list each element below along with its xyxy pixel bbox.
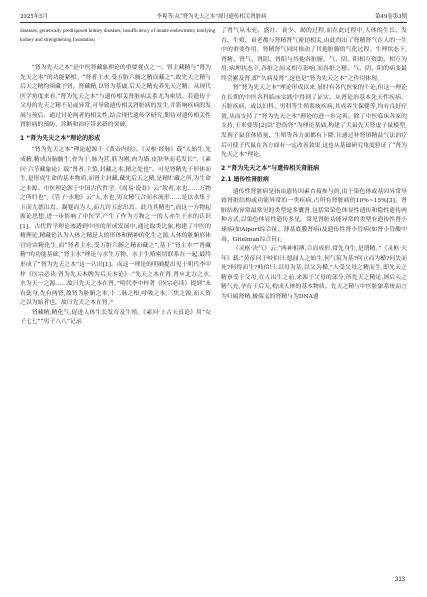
header-title: 李爽等:从“肾为先天之本”探讨遗传相关肾脏病 — [156, 14, 267, 20]
header-date: 2025年5月 — [20, 14, 48, 20]
section-heading-1: 1 “肾为先天之本”理论的形成 — [20, 134, 101, 142]
body-paragraph: 肾“肾为先天之本”理论形成以来,虽时有各代医家的个论,但这一理论在长期的中医各科临床实践中得到了证实。从肾论治基本先天性疾病、五脏疾病、或以妇科、男科等生殖系统疾病,其成养生保健等,均有良好疗效,从而支持了“肾为先天之本”理论的进一步完善。除了中医临床各家的支持,王米要等[2]以“恐伤肾”为理论基础,构建了大鼠先天肾虚子鼠模型,发现子鼠在体质量、生殖等各方面都有下降,且通过补肾填精益气法治疗后可使子代鼠在各方面有一定改善效果,这也从基础研究角度验证了“肾为先天之本”理论。 — [221, 85, 407, 159]
page-number: 313 — [394, 577, 405, 583]
section-heading-2: 2 “肾为先天之本”与遗传相关肾脏病 — [221, 164, 320, 172]
intro-paragraph: “肾为先天之本”是中医肾藏象理论的重要观点之一。肾主藏精与“肾为先天之本”的功能紧相。“肾者主水,受五脏六腑之精而藏之”,故先天之精与后天之精均须藏于肾。肾藏精,以肾为基础,后天之精充养先天之精。从现代医学角度来看,“肾为先天之本”与遗传相关肾脏病关系尤为密切。若遗传于父母的先天之精不足或异常,可导致遗传相关肾脏病的发生,并影响疾病的发展与预后。通过讨论两者的相关性,结合现代遗传学研究,期待对遗传相关性肾脏病的预防、诊断和治疗带来新的突破。 — [20, 65, 211, 129]
body-paragraph: 《灵枢·决气》云:“两神相搏,合而成形,常先身生,是谓精。”《灵枢·天年》载:“黄帝问于岐伯曰:愿闻人之始生,何气筑为基?何立而为楯?何失而死?何得而生?岐伯曰:以母为基,以父为楯,”人受父母之精而生,即先天之精禀受于父母,在人出生之前,来源于父母的部分,所先天之精足,则后天之精气充,孕育于后天,构成人体的基本物质。先天之精与中医脏象系统而言为归属肾精,极端义的肾精与为DNA遗 — [221, 246, 407, 300]
body-paragraph: 了肾气从未充、盛社、衰少、竭的过程,而在此过程中,人体的生长、发育、生殖、衰老都与肾精肾气密切相关,由此得出了肾精肾气在人的一生中的重要作用。肾精肾气同时推动了其他脏腑的气化过程。生理状态下,肾精、肾气、肾阴、肾阳与其他各脏腑、气、阴、阳相互资助、相互为用;病理状态下,各脏之间又相互影响,而各脏之精、气、阴、阳的病变最终会累及肾,即“久病及肾”,这也是“肾为先天之本”之作用体现。 — [221, 28, 407, 82]
body-paragraph: 遗传性肾脏病是指由遗传因素直接参与的,由于染色体或基因异常导致肾脏结构或功能异常的一类疾病,占所有肾脏病的10%~15%[3]。肾脏结构异常最常见的类型是多囊肾,包括常染色体显性遗传和隐性遗传两种方式,以染色体显性遗传多见。常见肾脏功能异常的类型有遗传性肾小球病(如Alport综合征、薄基底膜肾病)及遗传性肾小管病(如肾小管酸中毒、Gitelman综合征)。 — [221, 188, 407, 243]
body-paragraph: “肾为先天之本”理论起源于《黄帝内经》。《灵枢·经脉》载“人始生,先成精,精成而脑髓生,骨为干,脉为营,筋为刚,肉为墙,皮肤坚而毛发长”。《素问·六节藏象论》载“肾者,主蛰,封藏之本,精之处也”。可见肾精先于形体而生,是形成生命的基本物质,而肾主封藏,藏先后天之精,是精贮藏之所,为生命之本源。中医理论源于中国古代哲学,《周易·说卦》云“坎者,水也……万物之所归也”,《管子·水地》云“人,水也,男女精气合而水流形……是以水集于玉而九德出焉。凝蹇而为人,而九窍五虑出焉。此乃其精也”,而这一方物起源论思想,进一步影响了中医学,产生了作为万物之一的人亦生于水的认识[1]。古代哲学理论渗透到中医的形成发展中,通过取类比象,构建了中医的精理论,精藏论认为人体之精是人的形体和精神的化生之源,人体的脏腑形体官窍由精化生,而“肾者主水,受五脏六腑之精而藏之”,基于“肾主水”“肾藏精”的功能基础,“肾主水”理论与水生万物、水主生殖密切联系在一起,最终形成了“肾为先天之本”这一认识[1]。而这一理论的明确提出见于明代李中梓《医宗必读·肾为先天本脾为后天本论》:“先天之本在肾,肾应北方之水,水为天一之源……故曰先天之本在肾。”明代李中梓著《医宗必读》提到“未有此身,先有两肾,故肾为脏腑之本,十二脉之根,呼吸之本,三焦之源,而人资之以为始者也。故曰先天之本在肾。” — [20, 147, 211, 307]
english-keywords-fragment: diseases; genetically predisposed kidney diseases; insufficiency of innate endowment; tonifying kidney and strengthening foundation — [20, 28, 216, 43]
right-column — [221, 27, 407, 302]
header-volume: 第49卷第3期 — [375, 14, 407, 20]
left-column — [20, 64, 211, 328]
running-header — [20, 8, 407, 20]
body-paragraph: 肾藏精,精化气,促进人体生长发育及生殖。《素问·上古天真论》用“女子七七”“男子八八”记录 — [20, 309, 211, 326]
header-divider — [20, 22, 407, 23]
subsection-heading-2-1: 2.1 遗传性肾脏病 — [221, 177, 269, 184]
